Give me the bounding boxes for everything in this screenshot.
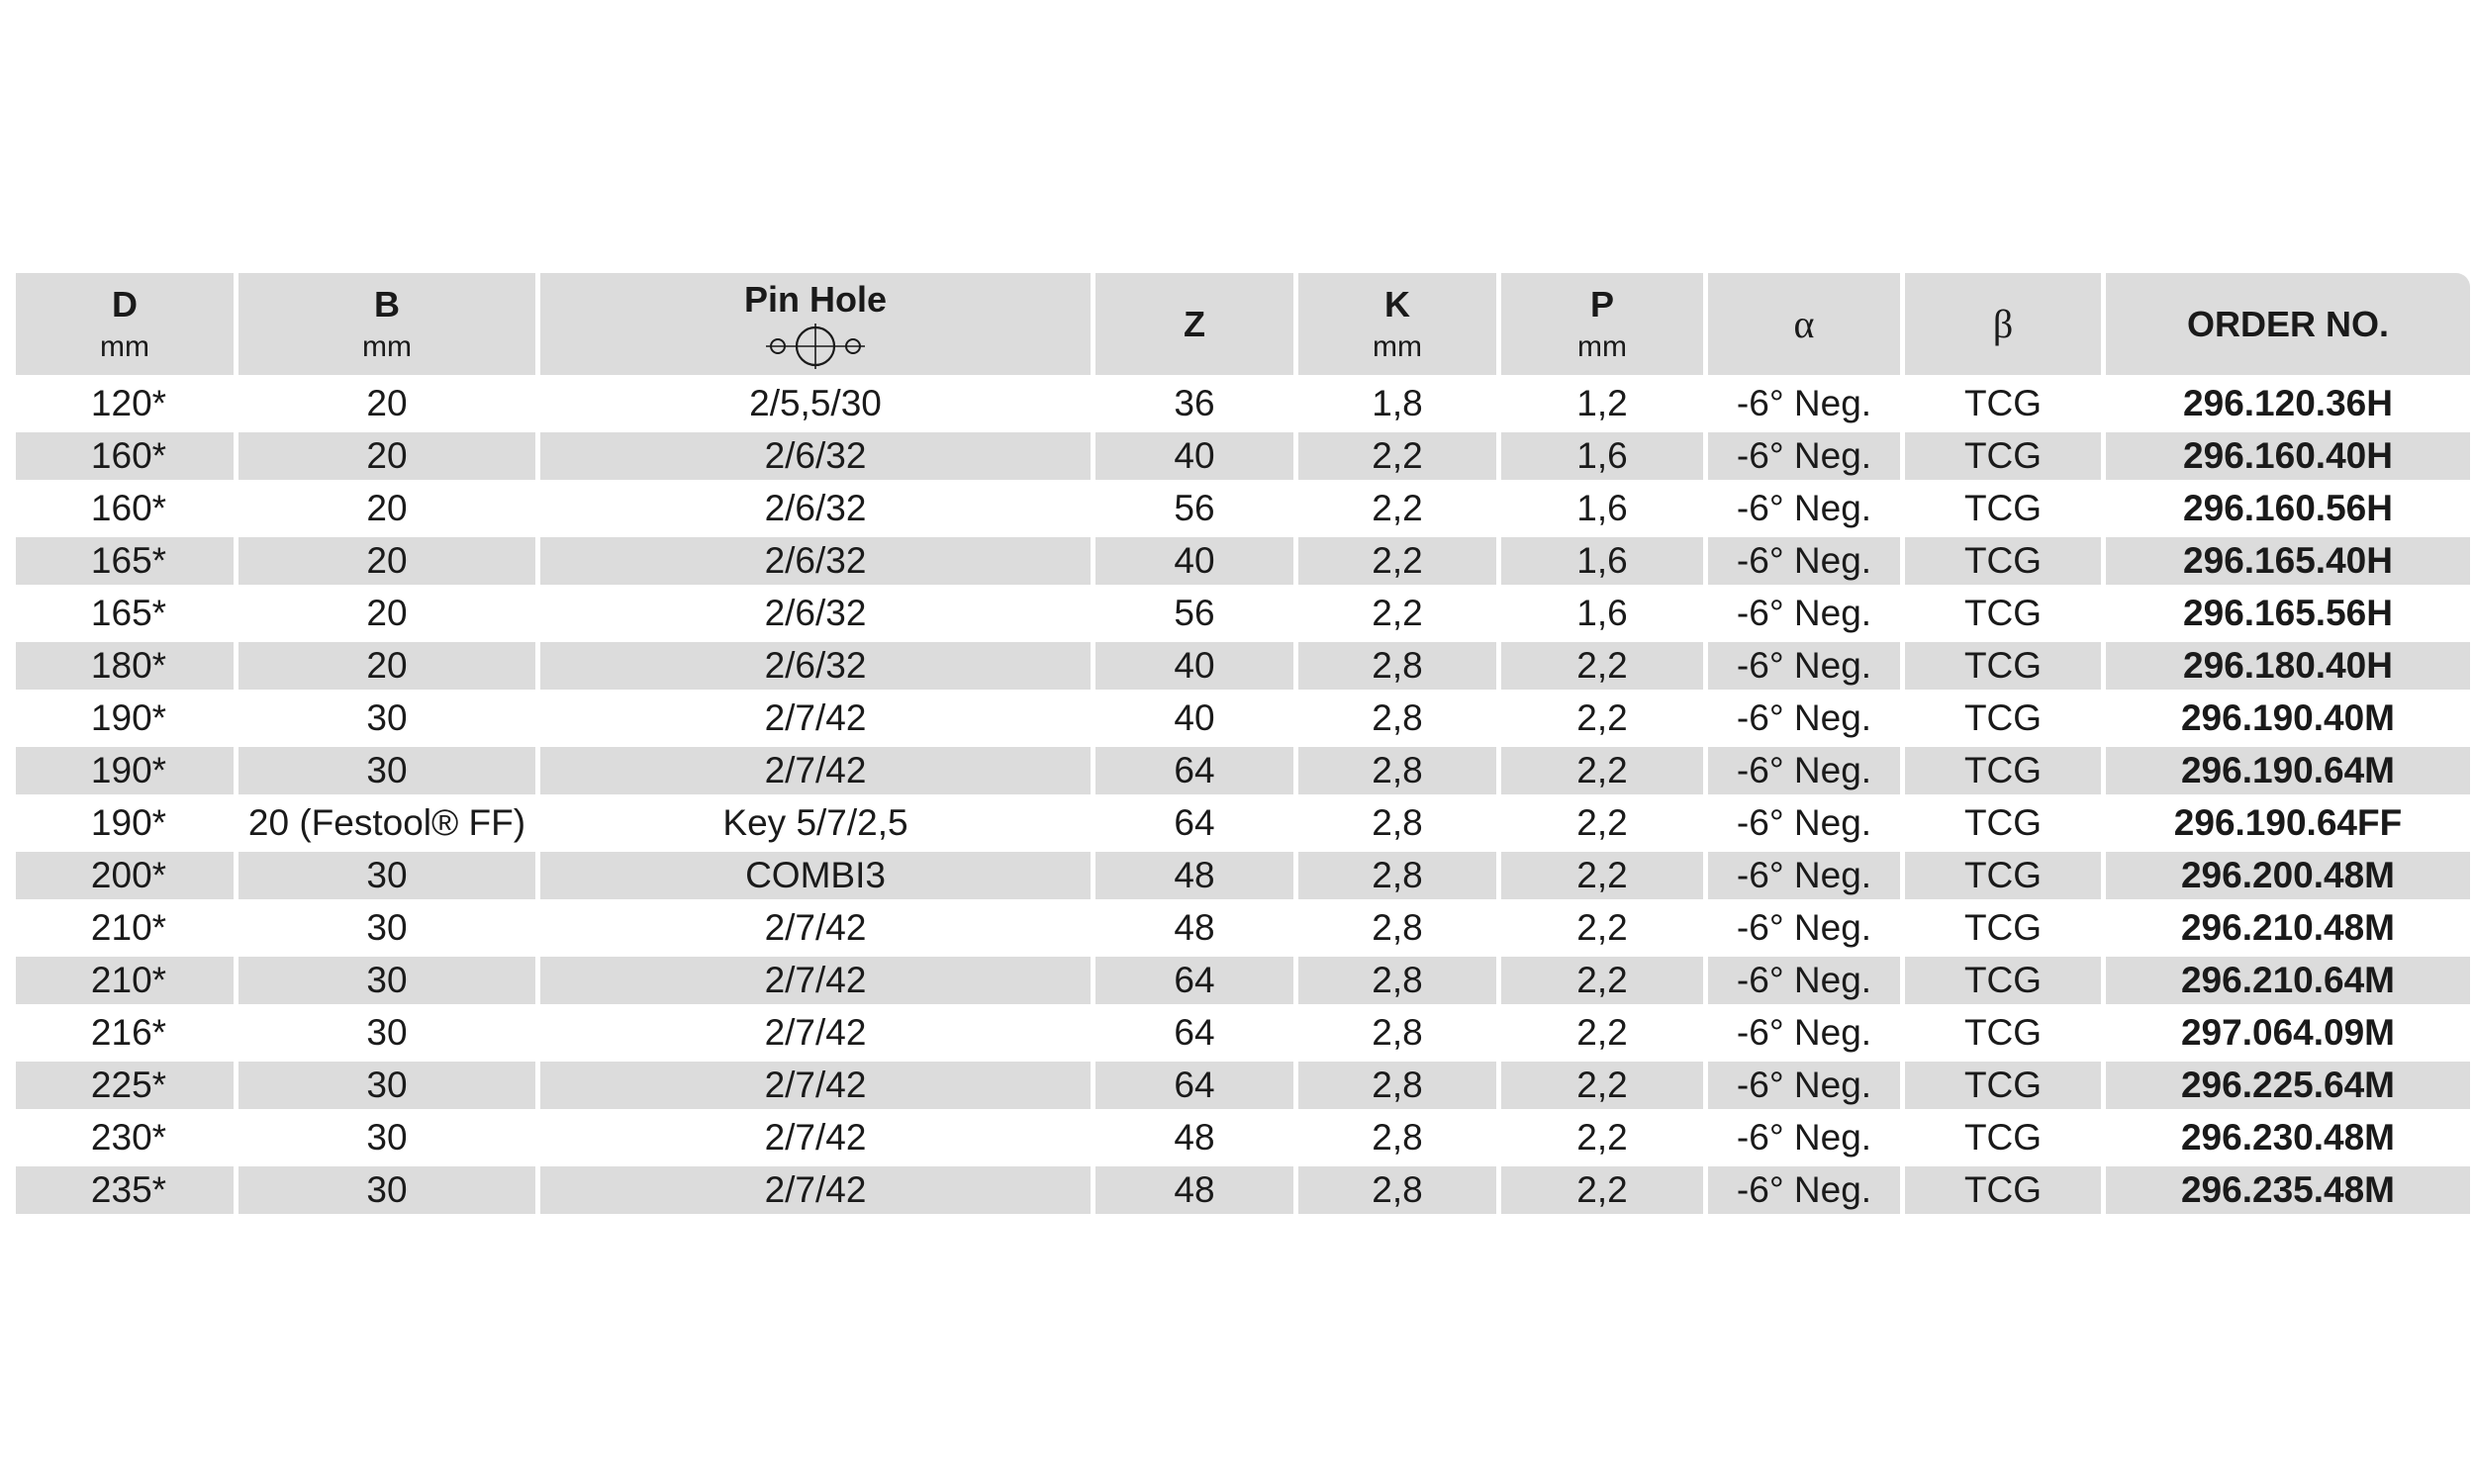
cell-alpha: -6° Neg. bbox=[1708, 432, 1900, 480]
cell-order-no: 297.064.09M bbox=[2180, 1012, 2395, 1053]
cell-b: 30 bbox=[238, 957, 535, 1004]
cell-z: 40 bbox=[1095, 432, 1293, 480]
cell-pin-hole: Key 5/7/2,5 bbox=[722, 802, 908, 843]
table-row bbox=[16, 380, 2470, 427]
cell-z: 48 bbox=[1174, 1117, 1215, 1158]
cell-k: 2,8 bbox=[1372, 907, 1423, 948]
header-k bbox=[1298, 273, 1496, 375]
cell-p: 2,2 bbox=[1501, 642, 1703, 690]
cell-p: 1,2 bbox=[1576, 383, 1628, 423]
header-k-label: K bbox=[1384, 283, 1410, 325]
cell-beta: TCG bbox=[1905, 432, 2101, 480]
cell-b: 30 bbox=[366, 907, 408, 948]
cell-alpha: -6° Neg. bbox=[1736, 907, 1872, 948]
header-p-label: P bbox=[1589, 283, 1614, 325]
cell-alpha: -6° Neg. bbox=[1708, 642, 1900, 690]
cell-order-no: 296.235.48M bbox=[2106, 1166, 2470, 1214]
cell-p: 1,6 bbox=[1501, 432, 1703, 480]
table-row bbox=[16, 485, 2470, 532]
cell-pin-hole: 2/7/42 bbox=[540, 747, 1091, 794]
cell-p: 2,2 bbox=[1501, 957, 1703, 1004]
table-row bbox=[16, 590, 2470, 637]
table-row bbox=[16, 799, 2470, 847]
cell-pin-hole: 2/7/42 bbox=[764, 1117, 867, 1158]
cell-p: 1,6 bbox=[1576, 488, 1628, 528]
cell-b: 20 bbox=[366, 383, 408, 423]
header-row bbox=[16, 273, 2470, 375]
cell-pin-hole: COMBI3 bbox=[540, 852, 1091, 899]
header-alpha bbox=[1708, 273, 1900, 375]
cell-beta: TCG bbox=[1905, 747, 2101, 794]
header-z-label: Z bbox=[1184, 303, 1205, 344]
cell-pin-hole: 2/6/32 bbox=[540, 432, 1091, 480]
cell-order-no: 296.190.64M bbox=[2106, 747, 2470, 794]
cell-order-no: 296.225.64M bbox=[2106, 1062, 2470, 1109]
cell-b: 30 bbox=[238, 1166, 535, 1214]
cell-beta: TCG bbox=[1905, 1062, 2101, 1109]
cell-b: 30 bbox=[366, 697, 408, 738]
table-row bbox=[16, 1062, 2470, 1109]
header-beta bbox=[1905, 273, 2101, 375]
cell-beta: TCG bbox=[1905, 852, 2101, 899]
table-row bbox=[16, 1166, 2470, 1214]
header-order-label: ORDER NO. bbox=[2186, 303, 2389, 344]
cell-beta: TCG bbox=[1963, 383, 2043, 423]
cell-order-no: 296.190.40M bbox=[2180, 697, 2395, 738]
table-row bbox=[16, 1114, 2470, 1161]
header-d bbox=[16, 273, 234, 375]
cell-z: 56 bbox=[1174, 593, 1215, 633]
cell-z: 40 bbox=[1174, 697, 1215, 738]
cell-p: 2,2 bbox=[1576, 1117, 1628, 1158]
cell-alpha: -6° Neg. bbox=[1736, 802, 1872, 843]
cell-z: 40 bbox=[1095, 537, 1293, 585]
cell-z: 48 bbox=[1095, 852, 1293, 899]
table-row bbox=[16, 695, 2470, 742]
cell-k: 2,8 bbox=[1298, 1062, 1496, 1109]
cell-b: 20 (Festool® FF) bbox=[247, 802, 526, 843]
cell-pin-hole: 2/7/42 bbox=[540, 1062, 1091, 1109]
cell-pin-hole: 2/7/42 bbox=[764, 907, 867, 948]
cell-z: 48 bbox=[1095, 1166, 1293, 1214]
cell-b: 30 bbox=[238, 1062, 535, 1109]
cell-beta: TCG bbox=[1905, 537, 2101, 585]
cell-k: 2,8 bbox=[1372, 1012, 1423, 1053]
cell-d: 210* bbox=[16, 957, 234, 1004]
cell-k: 2,8 bbox=[1298, 852, 1496, 899]
cell-pin-hole: 2/7/42 bbox=[764, 1012, 867, 1053]
cell-beta: TCG bbox=[1963, 802, 2043, 843]
cell-d: 190* bbox=[90, 697, 167, 738]
cell-b: 20 bbox=[238, 432, 535, 480]
header-b-label: B bbox=[374, 283, 400, 325]
cell-order-no: 296.200.48M bbox=[2106, 852, 2470, 899]
cell-b: 30 bbox=[238, 852, 535, 899]
cell-pin-hole: 2/7/42 bbox=[764, 697, 867, 738]
cell-alpha: -6° Neg. bbox=[1736, 383, 1872, 423]
cell-b: 30 bbox=[366, 1117, 408, 1158]
cell-k: 2,8 bbox=[1298, 642, 1496, 690]
cell-order-no: 296.160.40H bbox=[2106, 432, 2470, 480]
cell-k: 1,8 bbox=[1372, 383, 1423, 423]
cell-beta: TCG bbox=[1963, 1117, 2043, 1158]
cell-order-no: 296.210.64M bbox=[2106, 957, 2470, 1004]
cell-pin-hole: 2/7/42 bbox=[540, 1166, 1091, 1214]
cell-d: 180* bbox=[16, 642, 234, 690]
cell-p: 2,2 bbox=[1501, 747, 1703, 794]
cell-d: 235* bbox=[16, 1166, 234, 1214]
cell-p: 2,2 bbox=[1576, 802, 1628, 843]
cell-beta: TCG bbox=[1905, 1166, 2101, 1214]
cell-alpha: -6° Neg. bbox=[1708, 1062, 1900, 1109]
pin-hole-diagram-icon bbox=[764, 324, 867, 369]
cell-d: 190* bbox=[16, 747, 234, 794]
cell-beta: TCG bbox=[1963, 593, 2043, 633]
cell-alpha: -6° Neg. bbox=[1708, 957, 1900, 1004]
cell-d: 225* bbox=[16, 1062, 234, 1109]
cell-alpha: -6° Neg. bbox=[1736, 593, 1872, 633]
cell-order-no: 296.120.36H bbox=[2183, 383, 2393, 423]
cell-z: 36 bbox=[1174, 383, 1215, 423]
cell-d: 120* bbox=[90, 383, 167, 423]
cell-beta: TCG bbox=[1963, 1012, 2043, 1053]
cell-p: 2,2 bbox=[1501, 1166, 1703, 1214]
cell-pin-hole: 2/6/32 bbox=[540, 537, 1091, 585]
cell-z: 56 bbox=[1174, 488, 1215, 528]
header-d-unit: mm bbox=[100, 329, 149, 363]
cell-order-no: 296.190.64FF bbox=[2173, 802, 2403, 843]
header-k-unit: mm bbox=[1373, 329, 1422, 363]
cell-order-no: 296.165.40H bbox=[2106, 537, 2470, 585]
cell-pin-hole: 2/6/32 bbox=[764, 593, 867, 633]
cell-p: 2,2 bbox=[1576, 1012, 1628, 1053]
cell-d: 165* bbox=[16, 537, 234, 585]
cell-b: 20 bbox=[366, 593, 408, 633]
cell-p: 2,2 bbox=[1576, 907, 1628, 948]
header-b-unit: mm bbox=[362, 329, 412, 363]
cell-d: 165* bbox=[90, 593, 167, 633]
cell-p: 2,2 bbox=[1576, 697, 1628, 738]
cell-p: 1,6 bbox=[1501, 537, 1703, 585]
header-p-unit: mm bbox=[1577, 329, 1627, 363]
cell-b: 20 bbox=[238, 537, 535, 585]
cell-k: 2,8 bbox=[1298, 957, 1496, 1004]
cell-pin-hole: 2/7/42 bbox=[540, 957, 1091, 1004]
table-row bbox=[16, 957, 2470, 1004]
table-body bbox=[16, 380, 2470, 1214]
cell-beta: TCG bbox=[1963, 907, 2043, 948]
table-header bbox=[16, 273, 2470, 375]
cell-p: 2,2 bbox=[1501, 852, 1703, 899]
cell-k: 2,2 bbox=[1298, 537, 1496, 585]
table-row bbox=[16, 904, 2470, 952]
cell-k: 2,8 bbox=[1372, 802, 1423, 843]
header-d-label: D bbox=[112, 283, 138, 325]
cell-order-no: 296.180.40H bbox=[2106, 642, 2470, 690]
cell-b: 20 bbox=[366, 488, 408, 528]
table-row bbox=[16, 432, 2470, 480]
cell-alpha: -6° Neg. bbox=[1736, 1117, 1872, 1158]
cell-alpha: -6° Neg. bbox=[1708, 1166, 1900, 1214]
header-pin-hole bbox=[540, 273, 1091, 375]
cell-order-no: 296.230.48M bbox=[2180, 1117, 2395, 1158]
cell-z: 64 bbox=[1174, 1012, 1215, 1053]
cell-alpha: -6° Neg. bbox=[1736, 697, 1872, 738]
cell-k: 2,8 bbox=[1298, 747, 1496, 794]
cell-z: 64 bbox=[1174, 802, 1215, 843]
cell-alpha: -6° Neg. bbox=[1708, 852, 1900, 899]
cell-k: 2,8 bbox=[1372, 1117, 1423, 1158]
cell-p: 1,6 bbox=[1576, 593, 1628, 633]
cell-k: 2,2 bbox=[1298, 432, 1496, 480]
cell-alpha: -6° Neg. bbox=[1736, 488, 1872, 528]
cell-d: 160* bbox=[16, 432, 234, 480]
cell-beta: TCG bbox=[1905, 957, 2101, 1004]
cell-order-no: 296.160.56H bbox=[2183, 488, 2393, 528]
cell-k: 2,2 bbox=[1372, 593, 1423, 633]
header-pin-hole-label: Pin Hole bbox=[743, 278, 888, 320]
header-p bbox=[1501, 273, 1703, 375]
cell-order-no: 296.210.48M bbox=[2180, 907, 2395, 948]
cell-d: 160* bbox=[90, 488, 167, 528]
cell-d: 190* bbox=[90, 802, 167, 843]
cell-beta: TCG bbox=[1963, 697, 2043, 738]
saw-blade-spec-table bbox=[11, 268, 2474, 1219]
cell-z: 64 bbox=[1095, 1062, 1293, 1109]
cell-alpha: -6° Neg. bbox=[1708, 537, 1900, 585]
cell-z: 64 bbox=[1095, 957, 1293, 1004]
header-beta-label: β bbox=[1992, 301, 2014, 346]
cell-beta: TCG bbox=[1963, 488, 2043, 528]
header-z bbox=[1095, 273, 1293, 375]
cell-alpha: -6° Neg. bbox=[1708, 747, 1900, 794]
cell-b: 30 bbox=[366, 1012, 408, 1053]
cell-alpha: -6° Neg. bbox=[1736, 1012, 1872, 1053]
cell-pin-hole: 2/5,5/30 bbox=[749, 383, 882, 423]
cell-order-no: 296.165.56H bbox=[2183, 593, 2393, 633]
cell-d: 230* bbox=[90, 1117, 167, 1158]
cell-pin-hole: 2/6/32 bbox=[540, 642, 1091, 690]
header-b bbox=[238, 273, 535, 375]
table-row bbox=[16, 852, 2470, 899]
cell-p: 2,2 bbox=[1501, 1062, 1703, 1109]
table-row bbox=[16, 1009, 2470, 1057]
cell-z: 48 bbox=[1174, 907, 1215, 948]
cell-k: 2,8 bbox=[1298, 1166, 1496, 1214]
cell-k: 2,2 bbox=[1372, 488, 1423, 528]
table-row bbox=[16, 747, 2470, 794]
cell-z: 40 bbox=[1095, 642, 1293, 690]
header-alpha-label: α bbox=[1793, 301, 1815, 346]
cell-d: 216* bbox=[90, 1012, 167, 1053]
cell-d: 210* bbox=[90, 907, 167, 948]
table-row bbox=[16, 537, 2470, 585]
cell-pin-hole: 2/6/32 bbox=[764, 488, 867, 528]
header-order-no bbox=[2106, 273, 2470, 375]
cell-b: 30 bbox=[238, 747, 535, 794]
cell-b: 20 bbox=[238, 642, 535, 690]
table-row bbox=[16, 642, 2470, 690]
cell-beta: TCG bbox=[1905, 642, 2101, 690]
cell-d: 200* bbox=[16, 852, 234, 899]
cell-k: 2,8 bbox=[1372, 697, 1423, 738]
cell-z: 64 bbox=[1095, 747, 1293, 794]
